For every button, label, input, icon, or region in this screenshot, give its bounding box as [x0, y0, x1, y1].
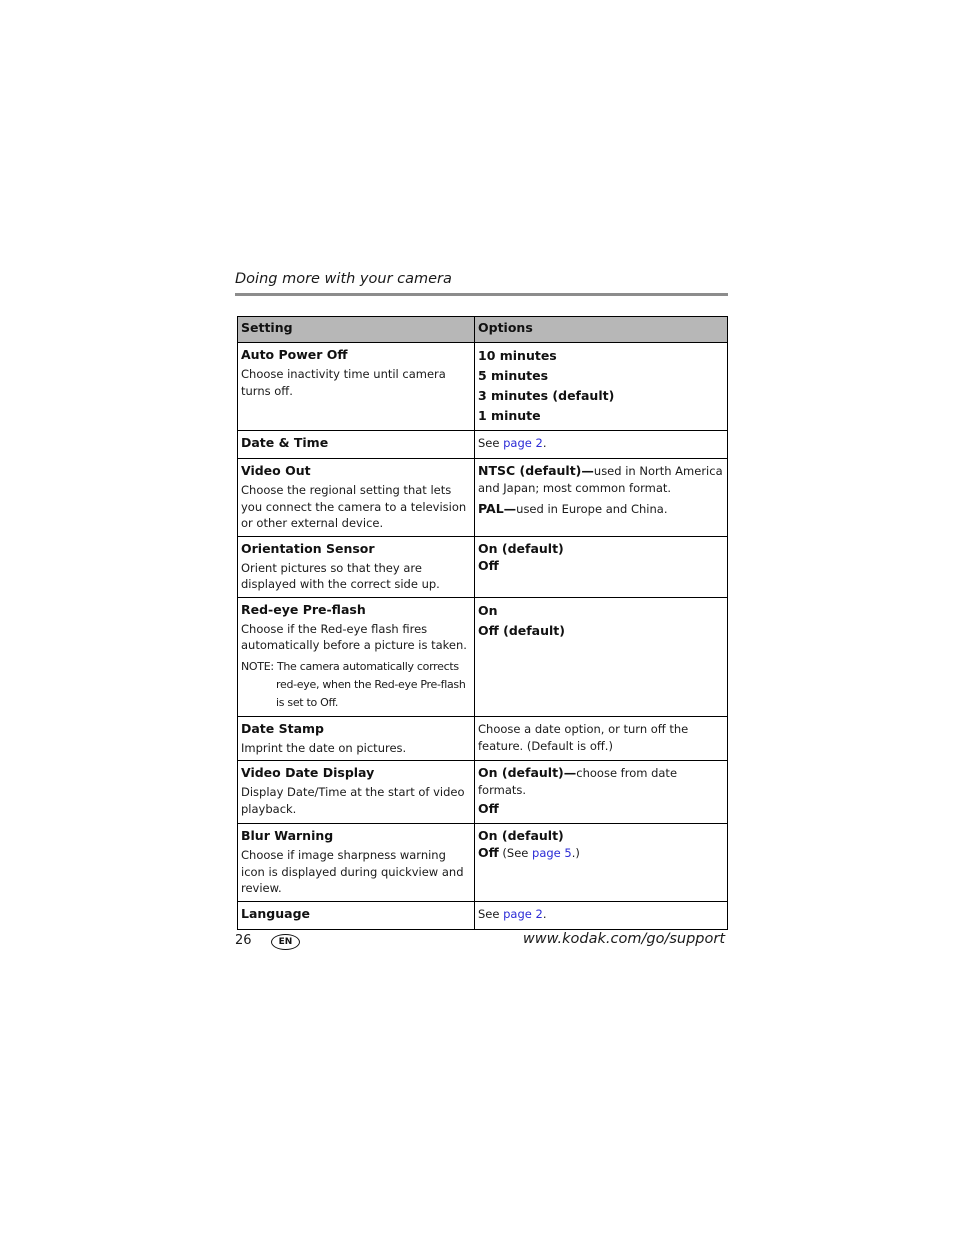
table-row — [238, 901, 728, 929]
table-header-row — [238, 317, 728, 343]
options-cell — [475, 536, 728, 597]
column-header-setting: Setting — [238, 317, 475, 343]
setting-name: Red-eye Pre-flash — [241, 601, 366, 617]
table-row — [238, 761, 728, 824]
page-number: 26 — [235, 933, 252, 948]
options-cell — [475, 343, 728, 431]
option-label: On (default)— — [478, 765, 577, 780]
setting-description: Imprint the date on pictures. — [241, 740, 407, 755]
page-link[interactable]: page 2 — [503, 906, 543, 921]
table-row — [238, 536, 728, 597]
option-text: used in North America and Japan; most common format. — [478, 464, 723, 495]
setting-name: Auto Power Off — [241, 347, 348, 362]
options-cell — [475, 761, 728, 824]
page-link[interactable]: page 2 — [503, 436, 543, 450]
settings-table — [237, 316, 728, 930]
option-item: 3 minutes (default) — [478, 388, 615, 403]
options-cell — [475, 716, 728, 761]
setting-description: Choose inactivity time until camera turns off. — [241, 367, 446, 398]
setting-name: Date & Time — [241, 435, 329, 450]
setting-cell — [238, 824, 475, 902]
setting-description: Choose if image sharpness warning icon is displayed during quickview and review. — [241, 848, 464, 895]
option-text: Choose a date option, or turn off the feature. (Default is off.) — [478, 721, 689, 753]
option-label: Off — [478, 845, 499, 860]
table-row — [238, 343, 728, 431]
option-text: used in Europe and China. — [516, 502, 668, 516]
option-item: On (default) — [478, 540, 564, 556]
see-text: See — [478, 906, 504, 921]
page-link[interactable]: page 5 — [532, 846, 572, 860]
option-item — [478, 500, 724, 518]
option-item: 10 minutes — [478, 348, 557, 363]
options-cell — [475, 824, 728, 902]
setting-cell — [238, 431, 475, 459]
option-item: On — [478, 602, 498, 618]
column-header-options: Options — [475, 317, 728, 343]
setting-cell — [238, 716, 475, 761]
setting-name: Orientation Sensor — [241, 540, 375, 556]
support-url[interactable]: www.kodak.com/go/support — [522, 931, 725, 947]
setting-cell — [238, 459, 475, 537]
option-item: On (default) — [478, 828, 564, 843]
setting-cell — [238, 901, 475, 929]
options-cell — [475, 901, 728, 929]
option-item: 5 minutes — [478, 368, 549, 383]
setting-name: Video Date Display — [241, 765, 375, 780]
table-row — [238, 459, 728, 537]
setting-cell — [238, 597, 475, 716]
see-text: See — [478, 436, 504, 450]
punctuation: . — [542, 906, 547, 921]
option-item — [478, 844, 724, 862]
option-text: choose from date formats. — [478, 766, 678, 797]
setting-cell — [238, 761, 475, 824]
language-badge-icon: EN — [271, 934, 300, 950]
page-header-title: Doing more with your camera — [235, 271, 452, 287]
option-item — [478, 462, 724, 497]
setting-name: Language — [241, 905, 311, 921]
table-row — [238, 431, 728, 459]
option-text: (See — [498, 846, 533, 860]
setting-cell — [238, 343, 475, 431]
option-item — [478, 764, 724, 799]
option-item: 1 minute — [478, 408, 541, 423]
setting-name: Date Stamp — [241, 720, 325, 736]
setting-name: Video Out — [241, 463, 311, 478]
option-item: Off — [478, 801, 499, 816]
setting-description: Orient pictures so that they are displayed with the correct side up. — [241, 560, 440, 591]
table-row — [238, 597, 728, 716]
option-item: Off — [478, 557, 499, 573]
punctuation: . — [542, 436, 547, 450]
options-cell — [475, 459, 728, 537]
options-cell — [475, 431, 728, 459]
option-item: Off (default) — [478, 622, 565, 638]
punctuation: .) — [571, 846, 580, 860]
option-label: PAL— — [478, 501, 517, 516]
setting-cell — [238, 536, 475, 597]
options-cell — [475, 597, 728, 716]
setting-description: Choose the regional setting that lets you connect the camera to a television or other external device. — [241, 483, 467, 530]
setting-name: Blur Warning — [241, 828, 334, 843]
setting-description: Display Date/Time at the start of video playback. — [241, 785, 465, 816]
option-label: NTSC (default)— — [478, 463, 594, 478]
table-row — [238, 824, 728, 902]
table-row — [238, 716, 728, 761]
setting-description: Choose if the Red-eye flash fires automatically before a picture is taken. — [241, 621, 467, 652]
header-rule — [235, 293, 728, 296]
setting-note: NOTE: The camera automatically corrects red-eye, when the Red-eye Pre-flash is set to Off. — [241, 659, 466, 709]
